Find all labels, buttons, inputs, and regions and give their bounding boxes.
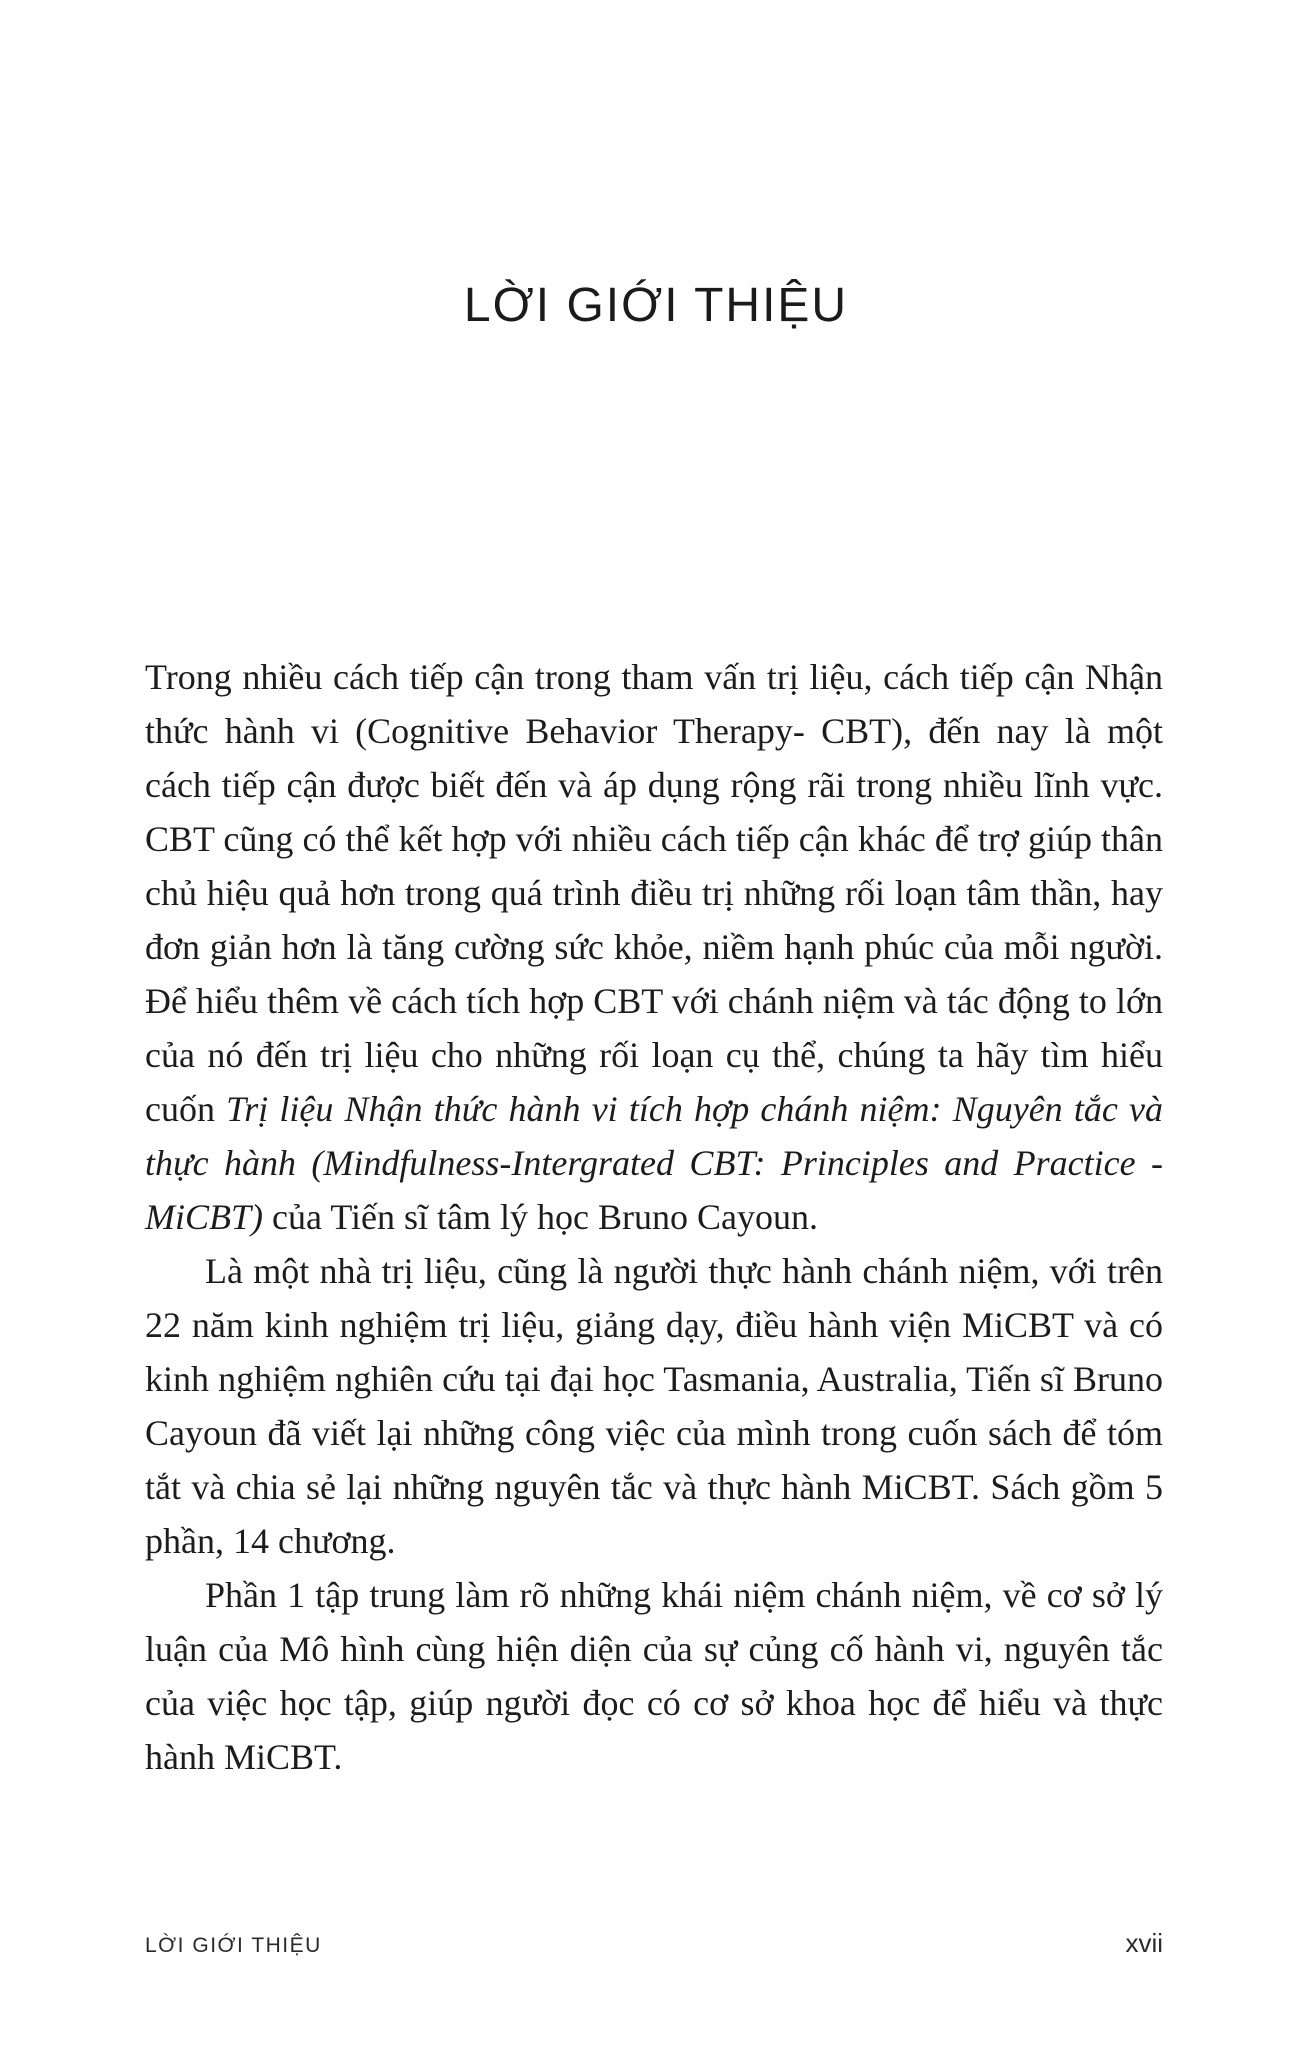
paragraph-3 [145,1568,1163,1784]
page-number: xvii [1125,1928,1163,1958]
paragraph-1 [145,650,1163,1244]
text-run: của Tiến sĩ tâm lý học Bruno Cayoun. [263,1197,818,1237]
page-title: LỜI GIỚI THIỆU [463,279,849,332]
paragraph-2 [145,1244,1163,1568]
text-run-italic: Trị liệu Nhận thức hành vi tích hợp chánh niệm: Nguyên tắc và thực hành (Mindfulness-Intergrated CBT: Principles and Practice - MiCBT) [145,1089,1163,1237]
text-run: Là một nhà trị liệu, cũng là người thực hành chánh niệm, với trên 22 năm kinh nghiệm trị liệu, giảng dạy, điều hành viện MiCBT và có kinh nghiệm nghiên cứu tại đại học Tasmania, Australia, Tiến sĩ Bruno Cayoun đã viết lại những công việc của mình trong cuốn sách để tóm tắt và chia sẻ lại những nguyên tắc và thực hành MiCBT. Sách gồm 5 phần, 14 chương. [145,1251,1163,1561]
footer-running-title: LỜI GIỚI THIỆU [145,1934,322,1957]
text-run: Trong nhiều cách tiếp cận trong tham vấn trị liệu, cách tiếp cận Nhận thức hành vi (Cognitive Behavior Therapy- CBT), đến nay là một cách tiếp cận được biết đến và áp dụng rộng rãi trong nhiều lĩnh vực. CBT cũng có thể kết hợp với nhiều cách tiếp cận khác để trợ giúp thân chủ hiệu quả hơn trong quá trình điều trị những rối loạn tâm thần, hay đơn giản hơn là tăng cường sức khỏe, niềm hạnh phúc của mỗi người. Để hiểu thêm về cách tích hợp CBT với chánh niệm và tác động to lớn của nó đến trị liệu cho những rối loạn cụ thể, chúng ta hãy tìm hiểu cuốn [145,657,1163,1129]
text-run: Phần 1 tập trung làm rõ những khái niệm chánh niệm, về cơ sở lý luận của Mô hình cùng hiện diện của sự củng cố hành vi, nguyên tắc của việc học tập, giúp người đọc có cơ sở khoa học để hiểu và thực hành MiCBT. [145,1575,1163,1777]
page-footer [145,1928,1163,1959]
body-text [145,650,1163,1784]
